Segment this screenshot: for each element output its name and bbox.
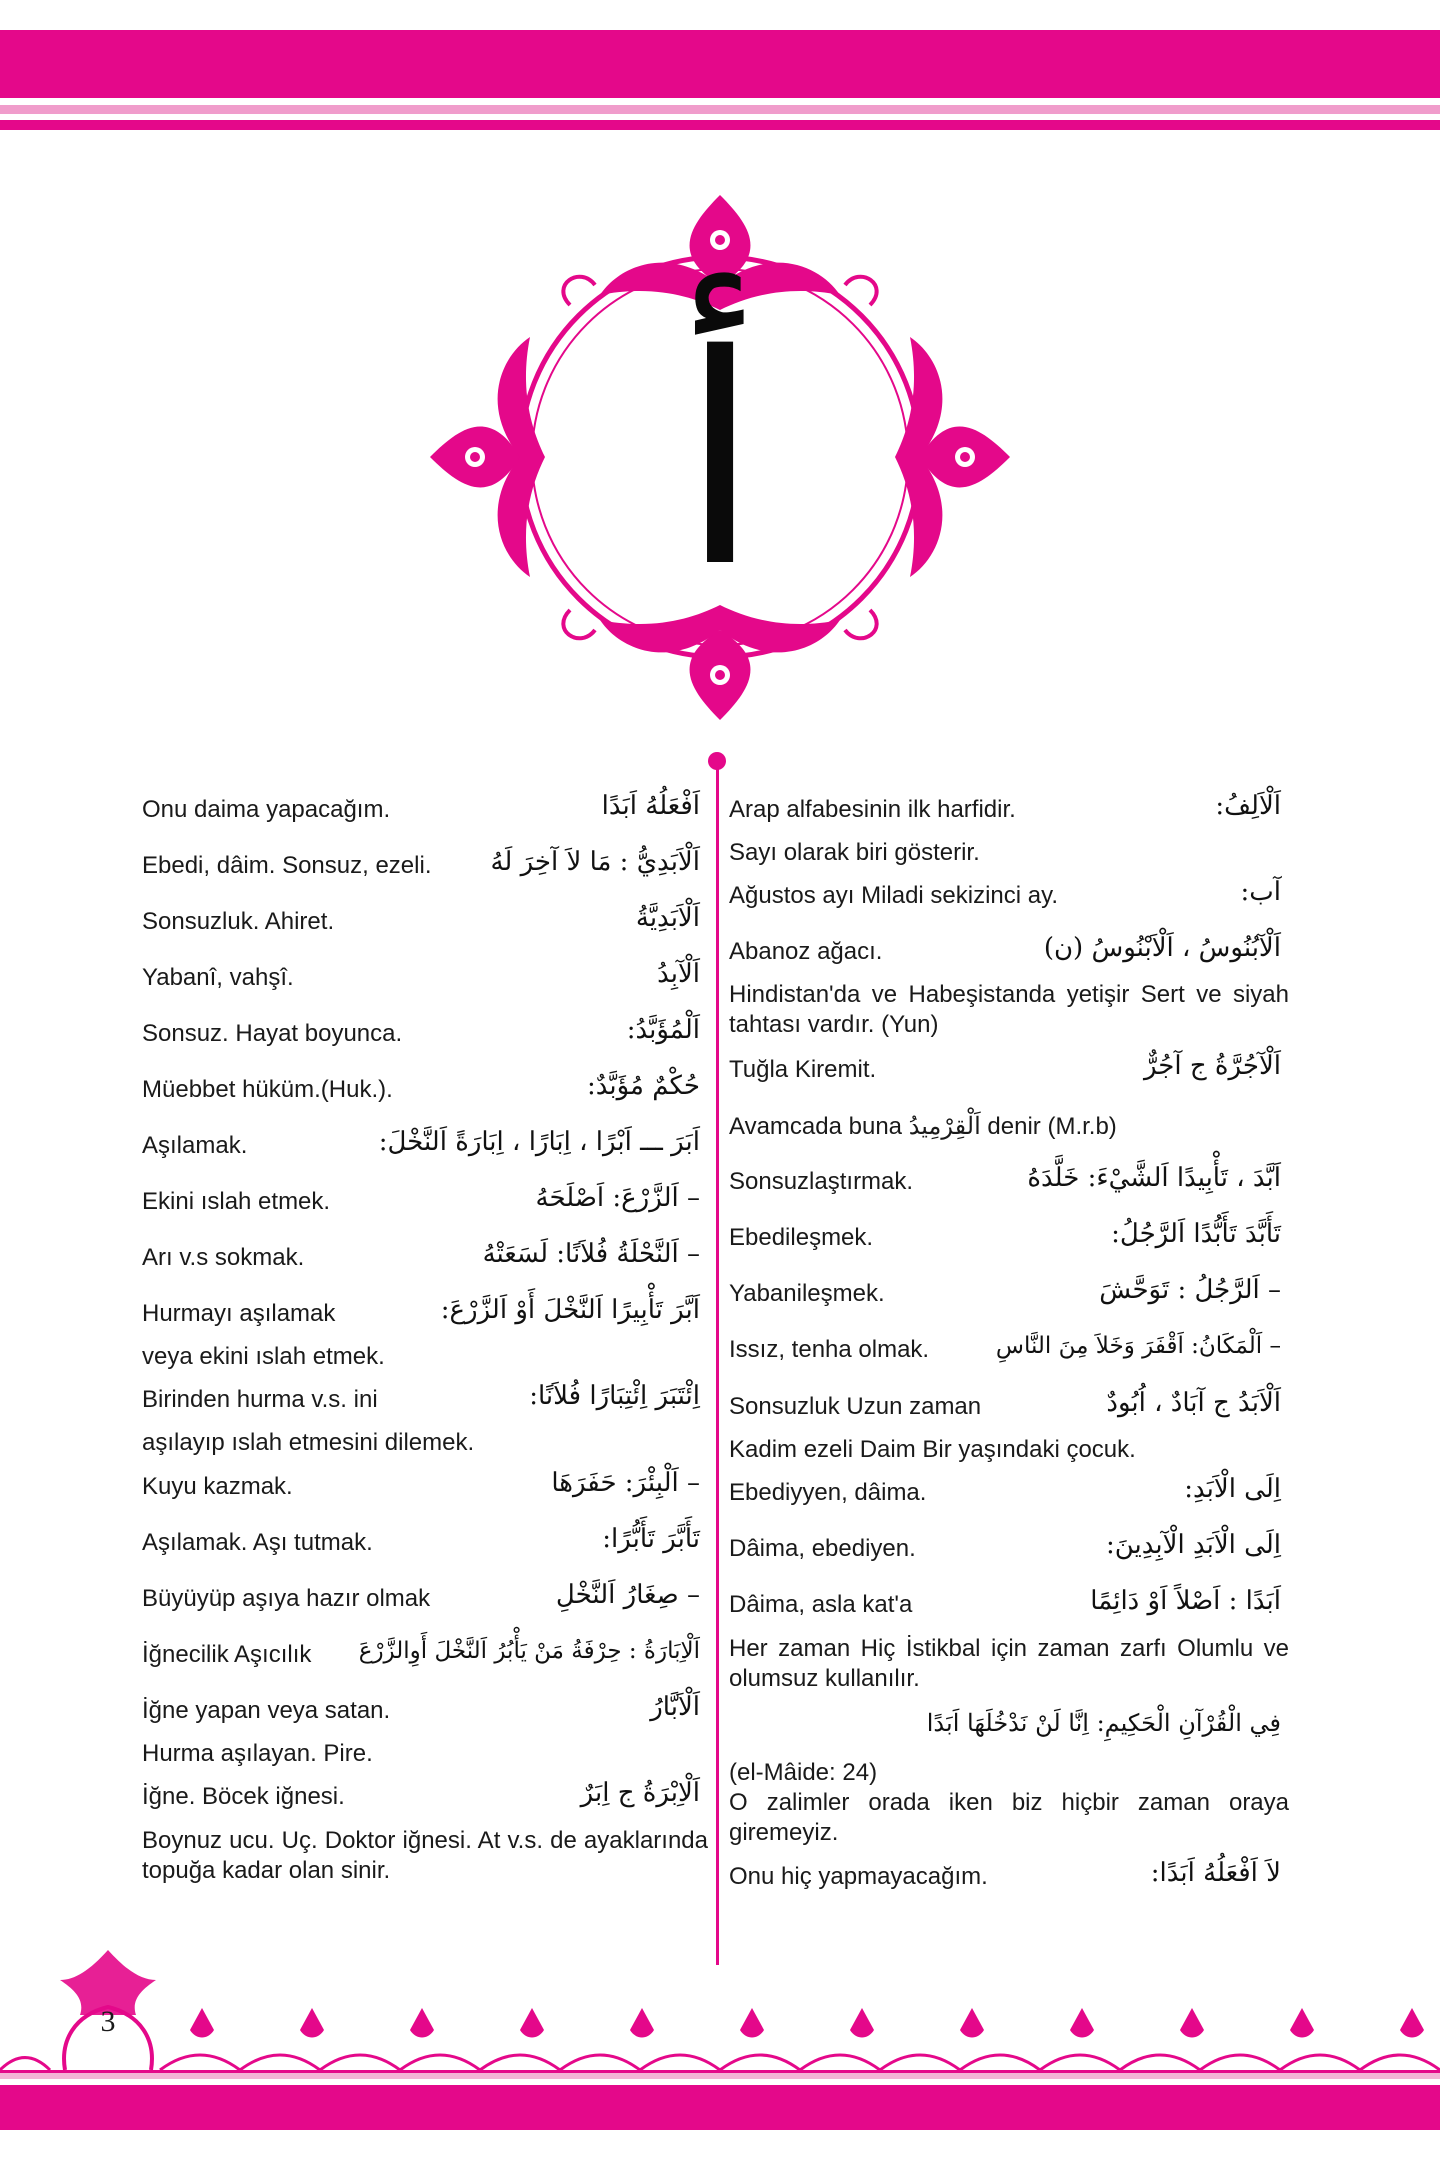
dictionary-entry xyxy=(729,877,1289,931)
entry-translation: Sonsuzlaştırmak. xyxy=(729,1168,914,1195)
entry-translation: Hurmayı aşılamak xyxy=(142,1300,336,1327)
entry-arabic: اَلْاَبَدِيُّ : مَا لاَ آخِرَ لَهُ xyxy=(490,847,700,877)
entry-arabic: – اَلْبِئْرَ: حَفَرَهَا xyxy=(551,1468,700,1498)
dictionary-entry xyxy=(142,1015,708,1069)
dictionary-entry xyxy=(729,1858,1289,1912)
entry-arabic: اَبَّدَ ، تَأْبِيدًا اَلشَّيْءَ: خَلَّدَهُ xyxy=(1027,1163,1281,1193)
entry-arabic: اَلْآجُرَّةُ ج آجُرٌّ xyxy=(1143,1051,1281,1081)
entry-translation: aşılayıp ıslah etmesini dilemek. xyxy=(142,1429,475,1456)
dictionary-entry xyxy=(729,1335,1289,1385)
entry-translation: Issız, tenha olmak. xyxy=(729,1336,930,1363)
dictionary-entry xyxy=(729,1634,1289,1704)
entry-arabic: اَلْآبُنُوسُ ، اَلْاَبْنُوسُ (ن) xyxy=(1043,933,1281,963)
entry-arabic: اَبَرَ ـــ اَبْرًا ، اِبَارًا ، اِبَارَةً اَلنَّخْلَ: xyxy=(378,1127,700,1157)
entry-arabic: اَبَدًا : اَصْلاً اَوْ دَائِمًا xyxy=(1090,1586,1281,1616)
entry-arabic: آب: xyxy=(1240,877,1281,907)
header-stripe xyxy=(0,105,1440,114)
entry-arabic: اَلْاَبَدِيَّةُ xyxy=(635,903,700,933)
heading-letter: أ xyxy=(679,293,761,631)
dictionary-entry xyxy=(142,847,708,901)
entry-translation: Ekini ıslah etmek. xyxy=(142,1188,331,1215)
entry-translation: İğne yapan veya satan. xyxy=(142,1697,391,1724)
dictionary-entry xyxy=(729,1709,1289,1762)
entry-translation: Yabanileşmek. xyxy=(729,1280,885,1307)
entry-arabic: تَأَبَّدَ تَأَبُّدًا اَلرَّجُلُ: xyxy=(1111,1219,1281,1249)
entry-translation: Boynuz ucu. Uç. Doktor iğnesi. At v.s. de ayaklarında topuğa kadar olan sinir. xyxy=(142,1827,708,1884)
entry-arabic: اَلْاَلِفُ: xyxy=(1215,791,1281,821)
entry-translation: Tuğla Kiremit. xyxy=(729,1056,877,1083)
entry-translation: Müebbet hüküm.(Huk.). xyxy=(142,1076,393,1103)
entry-translation xyxy=(729,1111,1117,1142)
dictionary-entry xyxy=(729,1474,1289,1528)
entry-arabic: حُكْمٌ مُؤَبَّدٌ: xyxy=(586,1071,700,1101)
dictionary-entry xyxy=(142,959,708,1013)
entry-translation: Dâima, asla kat'a xyxy=(729,1591,913,1618)
entry-arabic: اَلْاَبَّارُ xyxy=(650,1692,700,1722)
entry-arabic: – اَلْمَكَانُ: اَقْفَرَ وَخَلاَ مِنَ النَّاسِ xyxy=(995,1333,1281,1359)
entry-translation: Kuyu kazmak. xyxy=(142,1473,293,1500)
entry-translation: Hindistan'da ve Habeşistanda yetişir Sert ve siyah tahtası vardır. (Yun) xyxy=(729,981,1289,1038)
entry-translation: Sonsuzluk Uzun zaman xyxy=(729,1393,982,1420)
column-divider xyxy=(716,760,719,1965)
dictionary-entry xyxy=(729,1788,1289,1858)
dictionary-entry xyxy=(142,1778,708,1832)
entry-translation: veya ekini ıslah etmek. xyxy=(142,1343,385,1370)
entry-translation: İğne. Böcek iğnesi. xyxy=(142,1783,345,1810)
entry-translation: Kadim ezeli Daim Bir yaşındaki çocuk. xyxy=(729,1436,1136,1463)
dictionary-entry xyxy=(729,1530,1289,1584)
entry-arabic: اَبَّرَ تَأْبِيرًا اَلنَّخْلَ أَوْ اَلزَّرْعَ: xyxy=(440,1295,700,1325)
entry-translation: Hurma aşılayan. Pire. xyxy=(142,1740,373,1767)
quran-quote: فِي الْقُرْآنِ الْحَكِيمِ: اِنَّا لَنْ نَدْخُلَهَا اَبَدًا xyxy=(926,1709,1281,1737)
entry-arabic: اِلَى الْاَبَدِ الْآبِدِينَ: xyxy=(1105,1530,1281,1560)
entry-translation: Dâima, ebediyen. xyxy=(729,1535,916,1562)
entry-arabic: اَلْمُؤَبَّدُ: xyxy=(626,1015,700,1045)
entry-translation: Arı v.s sokmak. xyxy=(142,1244,305,1271)
entry-arabic: اَفْعَلُهُ اَبَدًا xyxy=(601,791,700,821)
dictionary-entry xyxy=(142,1580,708,1634)
entry-arabic: – صِغَارُ اَلنَّخْلِ xyxy=(555,1580,700,1610)
entry-arabic: اَلْآبِدُ xyxy=(657,959,700,989)
dictionary-entry xyxy=(729,1586,1289,1640)
entry-arabic: اَلْاِبَارَةُ : حِرْفَةُ مَنْ يَأْبُرُ اَلنَّخْلَ أَوِالزَّرْعَ xyxy=(358,1638,700,1664)
entry-translation: Ağustos ayı Miladi sekizinci ay. xyxy=(729,882,1059,909)
dictionary-entry xyxy=(729,980,1289,1050)
entry-translation: Yabanî, vahşî. xyxy=(142,964,294,991)
dictionary-entry xyxy=(729,1111,1289,1161)
entry-translation: Arap alfabesinin ilk harfidir. xyxy=(729,796,1016,823)
entry-translation-part: Avamcada buna xyxy=(729,1113,903,1140)
entry-translation: Sayı olarak biri gösterir. xyxy=(729,839,980,866)
dictionary-entry xyxy=(142,1239,708,1293)
entry-arabic: – اَلرَّجُلُ : تَوَحَّشَ xyxy=(1099,1275,1281,1305)
entry-arabic: اَلْاَبَدُ ج آبَادٌ ، اُبُودٌ xyxy=(1106,1388,1281,1418)
entry-translation: Birinden hurma v.s. ini xyxy=(142,1386,378,1413)
entry-translation: Aşılamak. Aşı tutmak. xyxy=(142,1529,373,1556)
dictionary-entry xyxy=(142,903,708,957)
entry-arabic: – اَلنَّحْلَةُ فُلاَنًا: لَسَعَتْهُ xyxy=(482,1239,700,1269)
dictionary-entry xyxy=(142,1524,708,1578)
dictionary-entry xyxy=(142,1826,708,1896)
dictionary-entry xyxy=(142,1183,708,1237)
dictionary-entry xyxy=(142,1127,708,1181)
entry-translation: Büyüyüp aşıya hazır olmak xyxy=(142,1585,431,1612)
header-band xyxy=(0,30,1440,98)
letter-emblem xyxy=(420,185,1020,730)
entry-translation: Ebedileşmek. xyxy=(729,1224,874,1251)
entry-translation: Onu hiç yapmayacağım. xyxy=(729,1863,988,1890)
entry-translation: Aşılamak. xyxy=(142,1132,248,1159)
entry-arabic: اِئْتَبَرَ اِئْتِبَارًا فُلاَنًا: xyxy=(529,1381,700,1411)
footer-ornament-row xyxy=(0,1945,1440,2085)
entry-translation: (el-Mâide: 24) xyxy=(729,1759,878,1786)
entry-arabic: لاَ اَفْعَلُهُ اَبَدًا: xyxy=(1150,1858,1281,1888)
entry-translation: İğnecilik Aşıcılık xyxy=(142,1641,312,1668)
dictionary-entry xyxy=(729,1051,1289,1105)
entry-arabic: – اَلزَّرْعَ: اَصْلَحَهُ xyxy=(535,1183,700,1213)
dictionary-entry xyxy=(142,1468,708,1522)
dictionary-entry xyxy=(729,1219,1289,1273)
entry-arabic: اَلْاِبْرَةُ ج اِبَرٌ xyxy=(580,1778,700,1808)
dictionary-entry xyxy=(729,1275,1289,1329)
footer-stripe xyxy=(0,2073,1440,2079)
entry-translation: Her zaman Hiç İstikbal için zaman zarfı Olumlu ve olumsuz kullanılır. xyxy=(729,1635,1289,1692)
inline-arabic-term: اَلْقِرْمِيدُ xyxy=(908,1112,981,1140)
entry-translation: O zalimler orada iken biz hiçbir zaman oraya giremeyiz. xyxy=(729,1789,1289,1846)
dictionary-entry xyxy=(142,1071,708,1125)
dictionary-entry xyxy=(142,791,708,845)
footer-band xyxy=(0,2085,1440,2130)
header-rule xyxy=(0,120,1440,130)
dictionary-entry xyxy=(142,1640,708,1690)
page-number: 3 xyxy=(100,2005,116,2038)
entry-arabic: تَأَبَّرَ تَأَبُّرًا: xyxy=(602,1524,700,1554)
entry-translation: Abanoz ağacı. xyxy=(729,938,883,965)
entry-translation-part: denir (M.r.b) xyxy=(987,1113,1117,1140)
entry-translation: Sonsuzluk. Ahiret. xyxy=(142,908,335,935)
entry-translation: Onu daima yapacağım. xyxy=(142,796,391,823)
entry-translation: Ebediyyen, dâima. xyxy=(729,1479,927,1506)
dictionary-entry xyxy=(729,1163,1289,1217)
entry-translation: Ebedi, dâim. Sonsuz, ezeli. xyxy=(142,852,432,879)
entry-arabic: اِلَى الْاَبَدِ: xyxy=(1184,1474,1281,1504)
entry-translation: Sonsuz. Hayat boyunca. xyxy=(142,1020,403,1047)
